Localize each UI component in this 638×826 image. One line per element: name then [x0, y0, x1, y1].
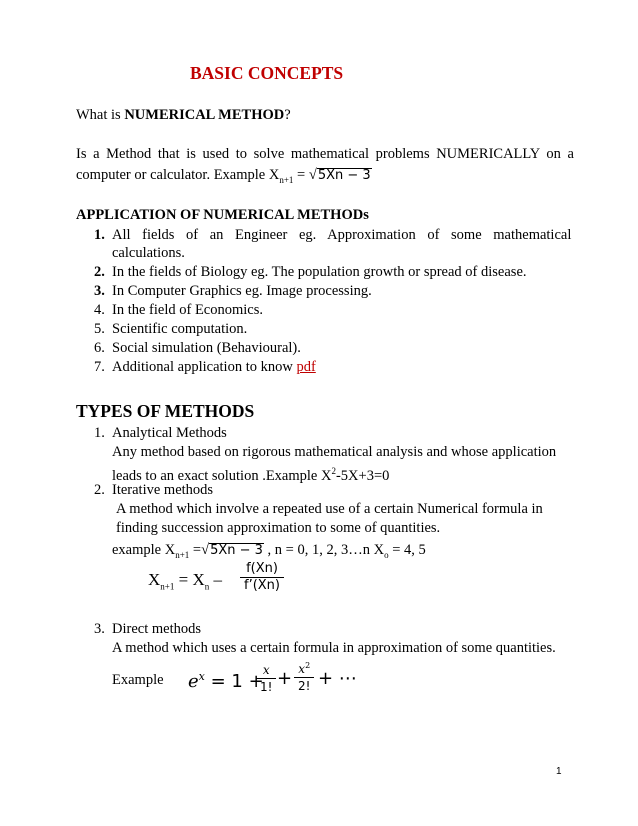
iteration-formula: $X_{n+1} = X_n$ – [148, 570, 222, 592]
method-analytical: 1. Analytical Methods [94, 425, 227, 441]
method-direct: 3. Direct methods [94, 621, 201, 637]
series-term-2: $\frac{x^2}{2!}$ [294, 658, 314, 694]
method-iterative: 2. Iterative methods [94, 482, 214, 498]
types-heading: TYPES OF METHODS [76, 401, 255, 421]
plus-sign: + [277, 668, 293, 689]
analytical-desc-1: Any method based on rigorous mathematical analysis and whose application [112, 444, 557, 460]
page-title: BASIC CONCEPTS [190, 63, 344, 83]
formula-fraction: $\frac{f(Xn)}{f’(Xn)}$ [240, 561, 284, 594]
list-item: 5. Scientific computation. [94, 321, 248, 337]
list-item: 1. All fields of an Engineer eg. Approximation of some mathematical [94, 227, 572, 243]
list-item: 7. Additional application to know pdf [94, 359, 316, 375]
pdf-link[interactable]: pdf [296, 359, 316, 375]
exponential-series: $e^x = 1$ + [188, 670, 264, 692]
list-item-continuation: calculations. [112, 245, 185, 261]
list-item: 3. In Computer Graphics eg. Image processing. [94, 283, 372, 299]
list-item: 6. Social simulation (Behavioural). [94, 340, 301, 356]
applications-heading: APPLICATION OF NUMERICAL METHODs [76, 207, 369, 223]
question-line: What is NUMERICAL METHOD? [76, 107, 291, 123]
iterative-desc-1: A method which involve a repeated use of a certain Numerical formula in [116, 501, 543, 517]
list-item: 2. In the fields of Biology eg. The population growth or spread of disease. [94, 264, 527, 280]
page-number: 1 [556, 766, 562, 777]
sqrt-expression: 5Xn − 3 [317, 168, 371, 183]
example-label: Example [112, 672, 164, 688]
iterative-desc-2: finding succession approximation to some of quantities. [116, 520, 441, 536]
iterative-example: example $X_{n+1} =√5Xn - 3$ , n = 0, 1, 2, 3…n $X_o = 4$, 5 [112, 542, 426, 560]
list-item: 4. In the field of Economics. [94, 302, 263, 318]
series-term-1: $\frac{x}{1!}$ [256, 662, 276, 695]
definition-line-1: Is a Method that is used to solve mathematical problems NUMERICALLY on a [76, 146, 574, 162]
definition-line-2: computer or calculator. Example $X_{n+1} = √5Xn - 3$ [76, 167, 371, 185]
direct-desc-1: A method which uses a certain formula in approximation of some quantities. [112, 640, 556, 656]
series-tail: + ⋯ [318, 668, 357, 689]
analytical-desc-2: leads to an exact solution .Example $X^2-5X+3=0$ [112, 466, 390, 484]
